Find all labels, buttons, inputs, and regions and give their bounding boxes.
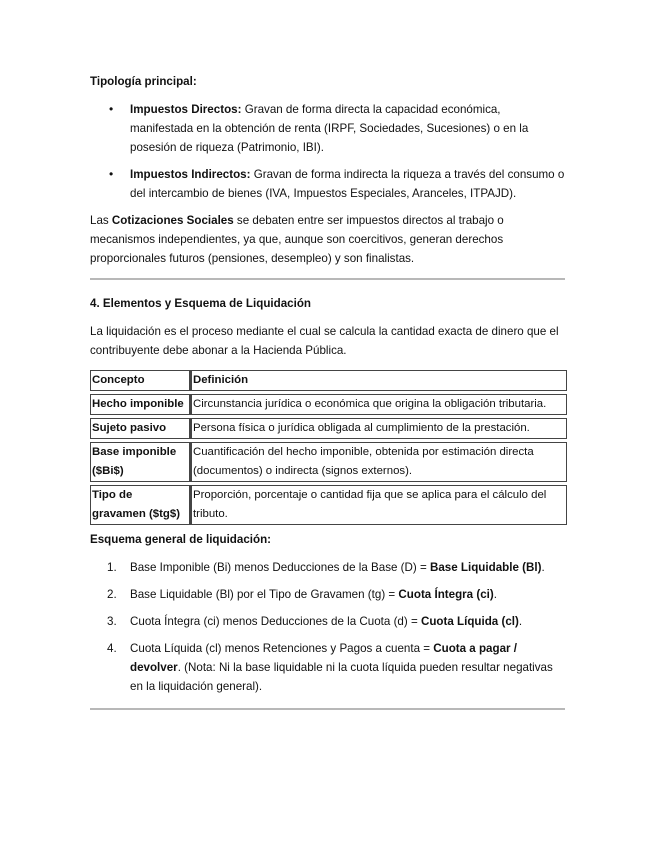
step-number: 4.	[107, 642, 117, 655]
table-cell: Proporción, porcentaje o cantidad fija que se aplica para el cálculo del tributo.	[190, 485, 567, 525]
step-result: Cuota Íntegra (ci)	[398, 588, 494, 601]
tipologia-heading: Tipología principal:	[90, 75, 197, 88]
step-number: 1.	[107, 561, 117, 574]
list-item	[90, 612, 565, 631]
cotizaciones-bold: Cotizaciones Sociales	[111, 214, 234, 227]
list-item	[90, 165, 565, 203]
step-tail: .	[493, 588, 497, 601]
table-cell: Base imponible ($Bi$)	[90, 442, 190, 482]
cotizaciones-pre: Las	[90, 214, 112, 227]
table-row	[90, 418, 567, 439]
scheme-list	[90, 558, 565, 696]
step-text: Cuota Íntegra (ci) menos Deducciones de la Cuota (d) =	[130, 615, 421, 628]
list-item	[90, 639, 565, 696]
list-item	[90, 558, 565, 577]
section-intro: La liquidación es el proceso mediante el cual se calcula la cantidad exacta de dinero que el contribuyente debe abonar a la Hacienda Pública.	[90, 325, 559, 357]
table-row	[90, 485, 567, 525]
item-label: Impuestos Directos:	[130, 103, 242, 116]
step-text: Base Imponible (Bi) menos Deducciones de la Base (D) =	[130, 561, 430, 574]
step-text: Cuota Líquida (cl) menos Retenciones y Pagos a cuenta =	[130, 642, 434, 655]
step-result: Cuota a pagar / devolver	[130, 642, 517, 674]
table-cell: Hecho imponible	[90, 394, 190, 415]
section-divider	[90, 278, 565, 280]
table-header-row	[90, 370, 567, 391]
table-cell: Sujeto pasivo	[90, 418, 190, 439]
header-cell-concepto: Concepto	[90, 370, 190, 391]
table-row	[90, 394, 567, 415]
step-result: Cuota Líquida (cl)	[420, 615, 519, 628]
list-item	[90, 585, 565, 604]
item-label: Impuestos Indirectos:	[130, 168, 251, 181]
definitions-table	[90, 367, 567, 528]
table-row	[90, 442, 567, 482]
step-result: Base Liquidable (Bl)	[429, 561, 542, 574]
scheme-heading: Esquema general de liquidación:	[90, 533, 272, 546]
step-text: Base Liquidable (Bl) por el Tipo de Gravamen (tg) =	[130, 588, 399, 601]
header-cell-definicion: Definición	[190, 370, 567, 391]
item-text: Gravan de forma directa la capacidad económica, manifestada en la obtención de renta (IRPF, Sociedades, Sucesiones) o en la posesión de riqueza (Patrimonio, IBI).	[130, 103, 529, 154]
cotizaciones-post: se debaten entre ser impuestos directos al trabajo o mecanismos independientes, ya que, aunque son coercitivos, generan derechos proporcionales futuros (pensiones, desempleo) y son finalistas.	[90, 214, 504, 265]
step-number: 2.	[107, 588, 117, 601]
cotizaciones-paragraph	[90, 211, 565, 268]
table-cell: Tipo de gravamen ($tg$)	[90, 485, 190, 525]
item-text: Gravan de forma indirecta la riqueza a través del consumo o del intercambio de bienes (IVA, Impuestos Especiales, Aranceles, ITPAJD).	[130, 168, 565, 200]
table-cell: Persona física o jurídica obligada al cumplimiento de la prestación.	[190, 418, 567, 439]
section-divider	[90, 708, 565, 710]
step-tail: . (Nota: Ni la base liquidable ni la cuota líquida pueden resultar negativas en la liquidación general).	[130, 661, 553, 693]
table-cell: Cuantificación del hecho imponible, obtenida por estimación directa (documentos) o indirecta (signos externos).	[190, 442, 567, 482]
step-tail: .	[518, 615, 523, 628]
list-item	[90, 100, 565, 157]
step-tail: .	[541, 561, 545, 574]
step-number: 3.	[107, 615, 117, 628]
tipologia-list	[90, 100, 565, 203]
section-title: 4. Elementos y Esquema de Liquidación	[90, 297, 311, 310]
table-cell: Circunstancia jurídica o económica que origina la obligación tributaria.	[190, 394, 567, 415]
